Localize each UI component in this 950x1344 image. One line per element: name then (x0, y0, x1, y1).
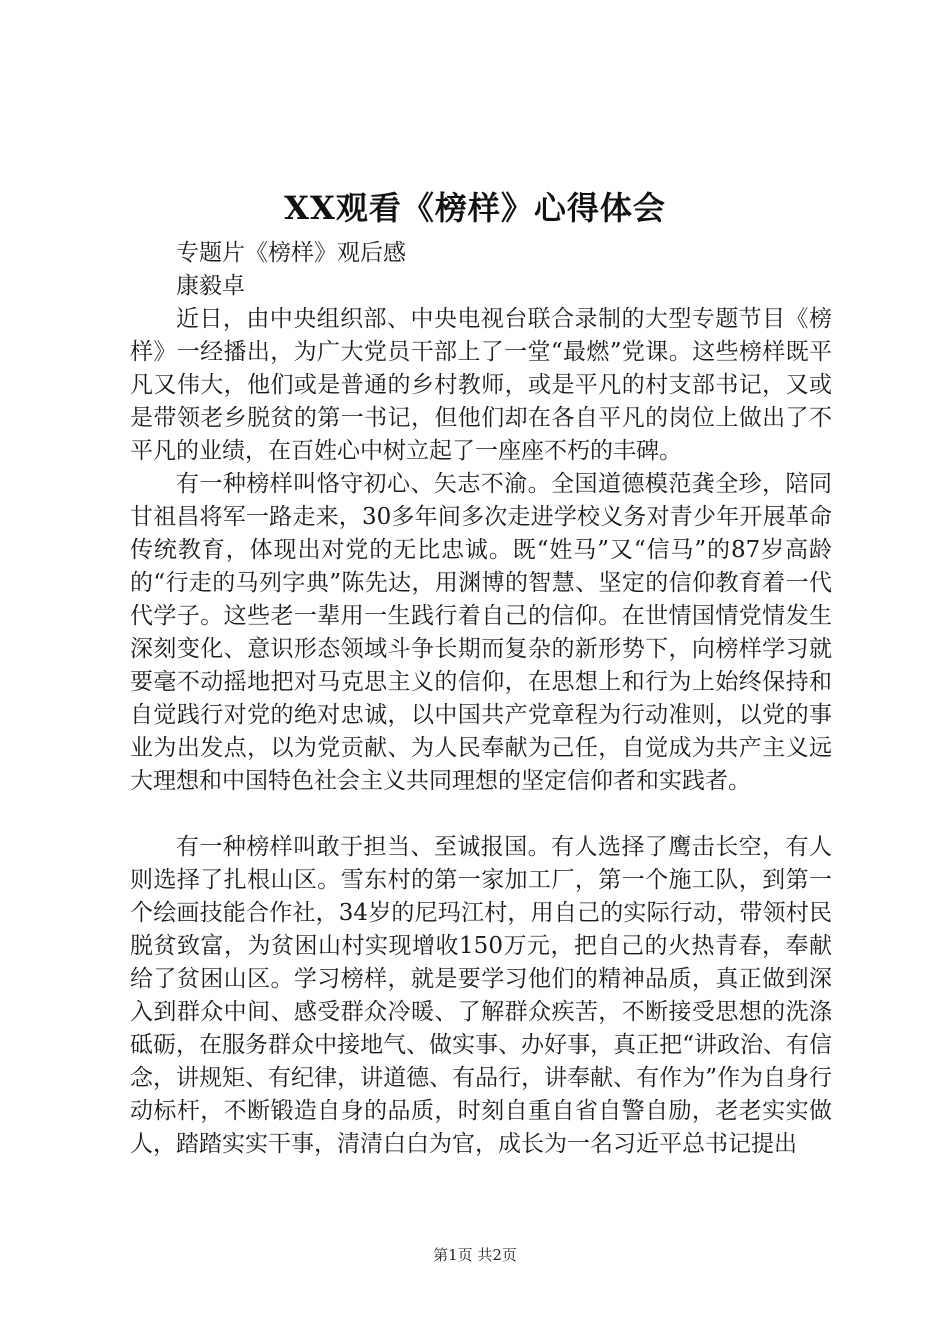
document-title: XX观看《榜样》心得体会 (284, 189, 666, 227)
document-body (130, 237, 832, 1161)
paragraph-1: 近日，由中央组织部、中央电视台联合录制的大型专题节目《榜样》一经播出，为广大党员干部上了一堂“最燃”党课。这些榜样既平凡又伟大，他们或是普通的乡村教师，或是平凡的村支部书记，又或是带领老乡脱贫的第一书记，但他们却在各自平凡的岗位上做出了不平凡的业绩，在百姓心中树立起了一座座不朽的丰碑。 (130, 306, 832, 464)
author: 康毅卓 (176, 273, 245, 299)
page-footer: 第1页 共2页 (433, 1246, 517, 1264)
paragraph-2: 有一种榜样叫恪守初心、矢志不渝。全国道德模范龚全珍，陪同甘祖昌将军一路走来，30多年间多次走进学校义务对青少年开展革命传统教育，体现出对党的无比忠诚。既“姓马”又“信马”的87岁高龄的“行走的马列字典”陈先达，用渊博的智慧、坚定的信仰教育着一代代学子。这些老一辈用一生践行着自己的信仰。在世情国情党情发生深刻变化、意识形态领域斗争长期而复杂的新形势下，向榜样学习就要毫不动摇地把对马克思主义的信仰，在思想上和行为上始终保持和自觉践行对党的绝对忠诚，以中国共产党章程为行动准则，以党的事业为出发点，以为党贡献、为人民奉献为己任，自觉成为共产主义远大理想和中国特色社会主义共同理想的坚定信仰者和实践者。 (130, 471, 832, 794)
subtitle: 专题片《榜样》观后感 (176, 240, 406, 266)
paragraph-spacer (130, 798, 832, 831)
paragraph-3: 有一种榜样叫敢于担当、至诚报国。有人选择了鹰击长空，有人则选择了扎根山区。雪东村的第一家加工厂，第一个施工队，到第一个绘画技能合作社，34岁的尼玛江村，用自己的实际行动，带领村民脱贫致富，为贫困山村实现增收150万元，把自己的火热青春，奉献给了贫困山区。学习榜样，就是要学习他们的精神品质，真正做到深入到群众中间、感受群众冷暖、了解群众疾苦，不断接受思想的洗涤砥砺，在服务群众中接地气、做实事、办好事，真正把“讲政治、有信念，讲规矩、有纪律，讲道德、有品行，讲奉献、有作为”作为自身行动标杆，不断锻造自身的品质，时刻自重自省自警自励，老老实实做人，踏踏实实干事，清清白白为官，成长为一名习近平总书记提出 (130, 834, 832, 1157)
